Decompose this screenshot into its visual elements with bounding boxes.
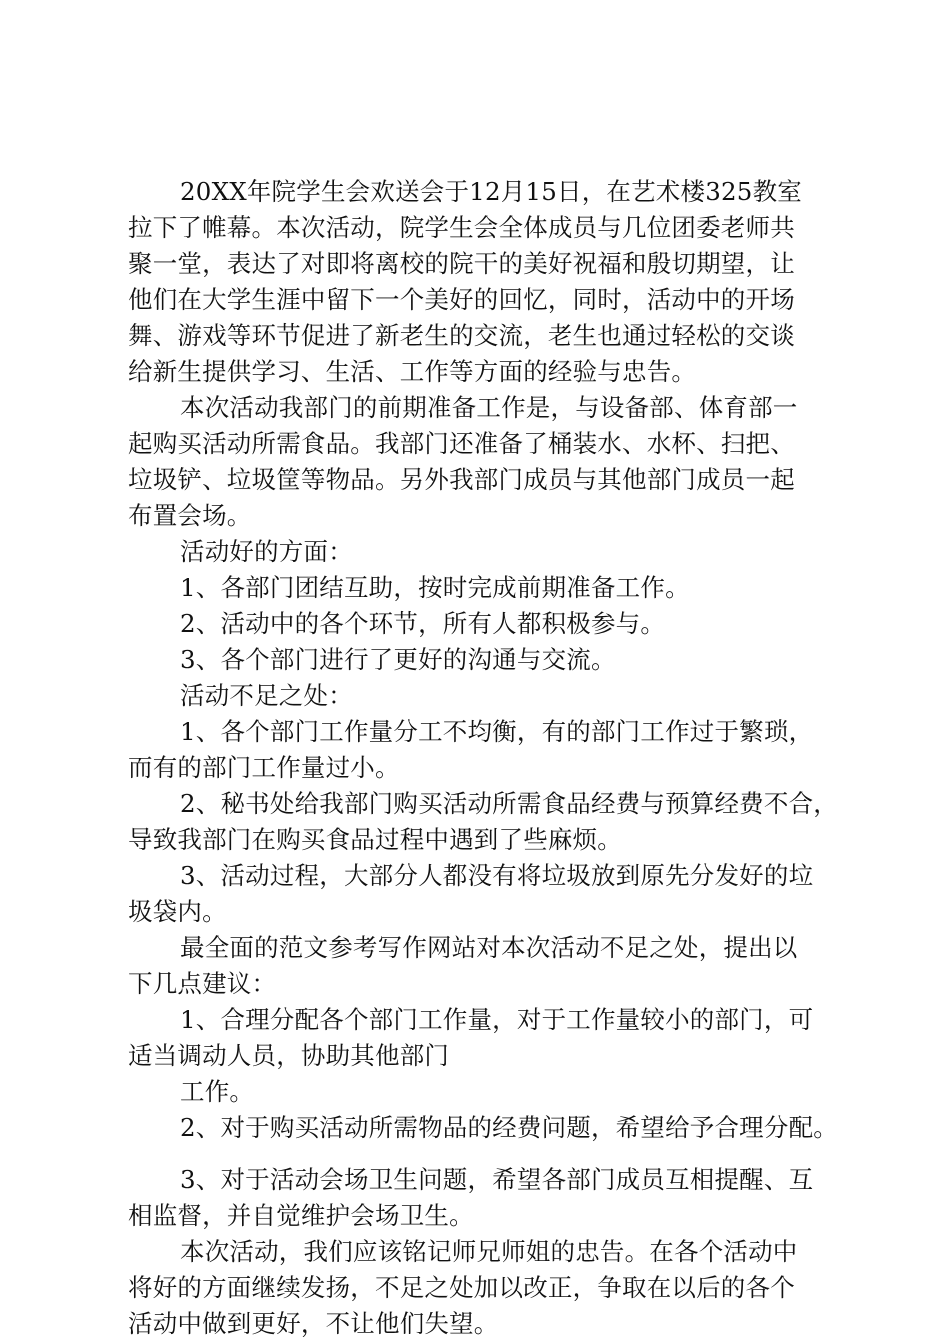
text-line: 舞、游戏等环节促进了新老生的交流，老生也通过轻松的交谈	[128, 321, 795, 350]
text-line: 适当调动人员，协助其他部门	[128, 1041, 450, 1070]
text-line: 布置会场。	[128, 501, 252, 530]
text-line: 本次活动，我们应该铭记师兄师姐的忠告。在各个活动中	[180, 1237, 798, 1266]
text-line: 最全面的范文参考写作网站对本次活动不足之处，提出以	[180, 933, 798, 962]
text-line: 导致我部门在购买食品过程中遇到了些麻烦。	[128, 825, 622, 854]
text-line: 工作。	[180, 1077, 255, 1106]
text-line: 而有的部门工作量过小。	[128, 753, 400, 782]
text-line: 聚一堂，表达了对即将离校的院干的美好祝福和殷切期望，让	[128, 249, 795, 278]
text-line: 本次活动我部门的前期准备工作是，与设备部、体育部一	[180, 393, 798, 422]
text-line: 起购买活动所需食品。我部门还准备了桶装水、水杯、扫把、	[128, 429, 795, 458]
text-line: 拉下了帷幕。本次活动，院学生会全体成员与几位团委老师共	[128, 213, 795, 242]
text-line: 活动中做到更好，不让他们失望。	[128, 1309, 499, 1338]
section-heading: 活动好的方面：	[180, 537, 353, 566]
text-line: 下几点建议：	[128, 969, 277, 998]
list-item: 3、各个部门进行了更好的沟通与交流。	[180, 645, 616, 674]
text-line: 将好的方面继续发扬，不足之处加以改正，争取在以后的各个	[128, 1273, 795, 1302]
text-line: 垃圾铲、垃圾筐等物品。另外我部门成员与其他部门成员一起	[128, 465, 795, 494]
list-item: 2、活动中的各个环节，所有人都积极参与。	[180, 609, 666, 638]
list-item: 2、秘书处给我部门购买活动所需食品经费与预算经费不合，	[180, 789, 838, 818]
list-item: 1、合理分配各个部门工作量，对于工作量较小的部门，可	[180, 1005, 814, 1034]
section-heading: 活动不足之处：	[180, 681, 353, 710]
text-line: 给新生提供学习、生活、工作等方面的经验与忠告。	[128, 357, 697, 386]
list-item: 3、活动过程，大部分人都没有将垃圾放到原先分发好的垃	[180, 861, 814, 890]
list-item: 2、对于购买活动所需物品的经费问题，希望给予合理分配。	[180, 1113, 838, 1142]
list-item: 1、各部门团结互助，按时完成前期准备工作。	[180, 573, 690, 602]
list-item: 3、对于活动会场卫生问题，希望各部门成员互相提醒、互	[180, 1165, 814, 1194]
text-line: 他们在大学生涯中留下一个美好的回忆，同时，活动中的开场	[128, 285, 795, 314]
text-line: 相监督，并自觉维护会场卫生。	[128, 1201, 474, 1230]
text-line: 20XX年院学生会欢送会于12月15日，在艺术楼325教室	[180, 177, 802, 206]
text-line: 圾袋内。	[128, 897, 227, 926]
list-item: 1、各个部门工作量分工不均衡，有的部门工作过于繁琐，	[180, 717, 814, 746]
